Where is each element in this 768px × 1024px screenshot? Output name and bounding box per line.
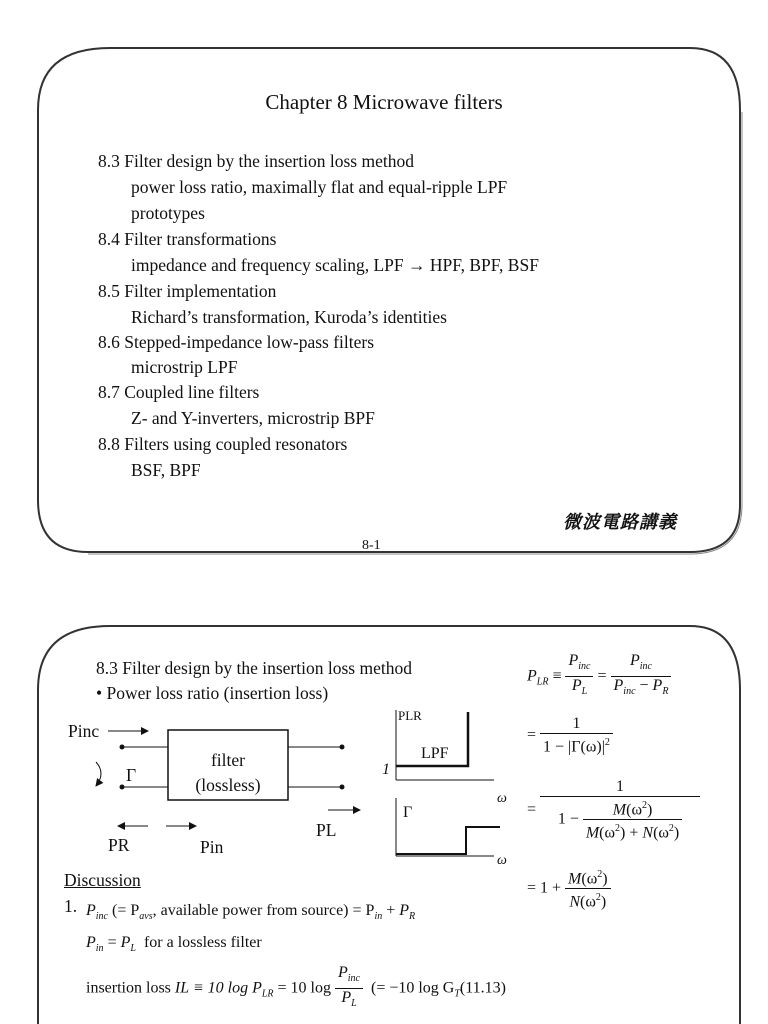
page-number: 8-1 [362, 538, 381, 553]
discussion-line-pinc: $P_{inc}$ (= $P_{avs}$, available power from source) = $P_{in} + P_R$ [86, 902, 416, 923]
outline-8-3-detail-1: power loss ratio, maximally flat and equal-ripple LPF [131, 177, 508, 197]
outline-8-7-detail: Z- and Y-inverters, microstrip BPF [131, 408, 375, 428]
outline-8-4-detail: impedance and frequency scaling, LPF → HPF, BPF, BSF [131, 255, 539, 275]
reflection-arrow [96, 762, 101, 786]
label-pr: PR [108, 835, 130, 855]
plot-label-omega-bottom: ω [497, 853, 507, 868]
input-terminal-bottom [120, 785, 125, 790]
outline-8-3-heading: 8.3 Filter design by the insertion loss method [98, 151, 414, 171]
discussion-label: Discussion [64, 870, 141, 890]
plot-label-level-one: 1 [382, 761, 390, 778]
course-name-calligraphy: 微波電路講義 [563, 512, 677, 533]
equation-plr-ratio: = 1 + $\frac{M(\omega^2)}{N(\omega^2)}$ [527, 866, 611, 912]
outline-8-7-heading: 8.7 Coupled line filters [98, 382, 260, 402]
bullet-power-loss-ratio: • Power loss ratio (insertion loss) [96, 683, 329, 703]
slide-1-title: Chapter 8 Microwave filters [265, 90, 503, 114]
input-terminal-top [120, 745, 125, 750]
label-pinc: Pinc [68, 721, 100, 741]
discussion-line-lossless: $P_{in} = P_L$ for a lossless filter [86, 934, 262, 955]
plot-label-lpf: LPF [421, 745, 449, 762]
output-terminal-bottom [340, 785, 345, 790]
output-terminal-top [340, 745, 345, 750]
outline-8-3-detail-2: prototypes [131, 203, 205, 223]
label-gamma-input: Γ [126, 765, 137, 785]
outline-8-6-detail: microstrip LPF [131, 357, 238, 377]
outline-8-4-heading: 8.4 Filter transformations [98, 229, 277, 249]
discussion-line-insertion-loss: insertion loss IL ≡ 10 $\log P_{LR} = 10$ log $\frac{P_{inc}}{P_L}$ (= −10 $\log G_T(11.13)$ [86, 964, 506, 1010]
plot-label-omega-top: ω [497, 791, 507, 806]
label-pin: Pin [200, 837, 224, 857]
gamma-curve [396, 827, 500, 854]
discussion-item-number: 1. [64, 896, 78, 916]
equation-plr-definition: $P_{LR}$ ≡ $\frac{P_{inc}}{P_L}$ = $\frac{P_{inc}}{P_{inc} - P_R}$ [527, 652, 671, 701]
filter-box-line1: filter [210, 750, 245, 770]
filter-box-line2: (lossless) [195, 775, 261, 795]
response-plots [380, 706, 510, 866]
outline-8-8-heading: 8.8 Filters using coupled resonators [98, 434, 348, 454]
equation-plr-mn: = 1 1 − $\frac{M(\omega^2)}{M(\omega^2) + N(\omega^2)}$ [527, 778, 700, 843]
plot-label-gamma: Γ [403, 804, 413, 821]
equation-plr-gamma: = $\frac{1}{1 - |\Gamma(\omega)|^2}$ [527, 715, 613, 756]
outline-8-5-heading: 8.5 Filter implementation [98, 281, 277, 301]
label-pl: PL [316, 820, 337, 840]
section-heading: 8.3 Filter design by the insertion loss method [96, 658, 412, 678]
outline-8-5-detail: Richard’s transformation, Kuroda’s identities [131, 307, 447, 327]
plot-label-plr: PLR [398, 708, 422, 723]
outline-8-8-detail: BSF, BPF [131, 460, 201, 480]
outline-8-6-heading: 8.6 Stepped-impedance low-pass filters [98, 332, 375, 352]
